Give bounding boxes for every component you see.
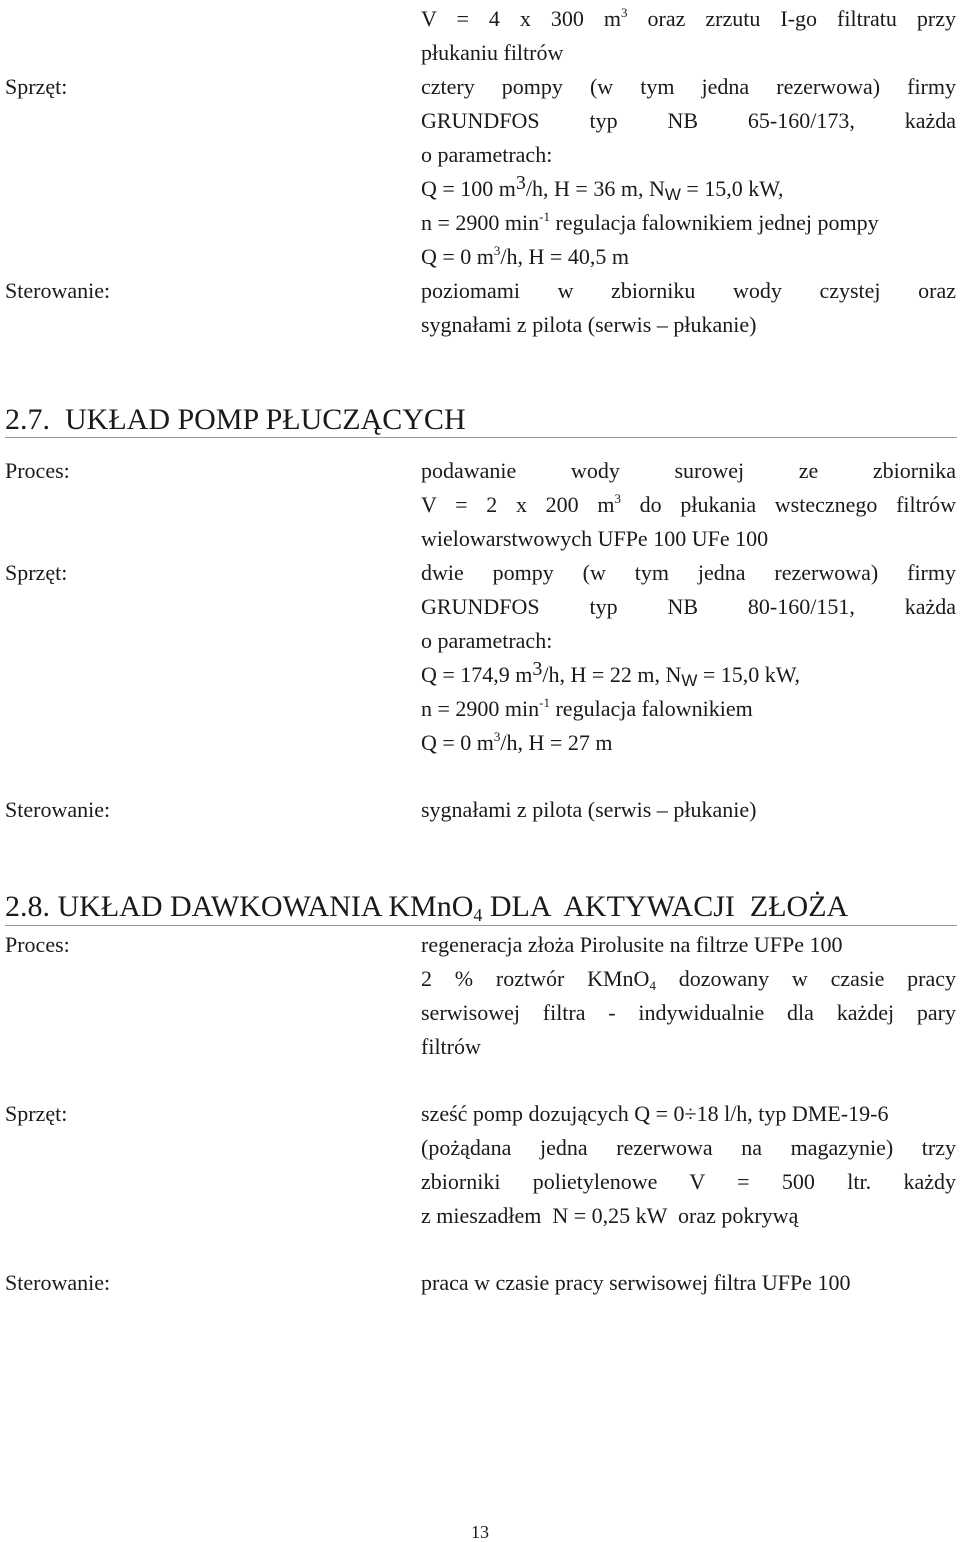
s1-flow-line: Q = 100 $m^3/h$, H = 36 m, $N_W = 15,0$ kW, bbox=[421, 172, 784, 204]
section-2-8-divider bbox=[5, 925, 957, 926]
s1-zero-flow-line: Q = 0 $m^3/h$, H = 40,5 m bbox=[421, 243, 629, 269]
s27-flow-line: Q = 174,9 $m^3/h$, H = 22 m, $N_W = 15,0$ kW, bbox=[421, 658, 801, 690]
s27-sprzet-line2: GRUNDFOS typ NB 80-160/151, każda bbox=[421, 594, 956, 619]
s28-sprzet-line3: zbiorniki polietylenowe V = 500 ltr. każdy bbox=[421, 1169, 956, 1194]
s28-proces-line2: 2 % roztwór KMnO$_4$ dozowany w czasie pracy bbox=[421, 966, 956, 993]
s27-proces-line2: V = 2 x 200 $m^3$ do płukania wstecznego filtrów bbox=[421, 491, 956, 517]
s1-rinse-line: płukaniu filtrów bbox=[421, 40, 564, 65]
s1-sprzet-line1: cztery pompy (w tym jedna rezerwowa) firmy bbox=[421, 74, 956, 99]
s27-sprzet-line3: o parametrach: bbox=[421, 628, 553, 653]
s27-zero-flow-line: Q = 0 $m^3/h$, H = 27 m bbox=[421, 729, 613, 755]
s27-sprzet-line1: dwie pompy (w tym jedna rezerwowa) firmy bbox=[421, 560, 956, 585]
s1-volume-line: V = 4 x 300 $m^3$ oraz zrzutu I-go filtratu przy bbox=[421, 5, 957, 31]
s1-sterowanie-label: Sterowanie: bbox=[5, 278, 111, 303]
section-2-8-heading: 2.8. UKŁAD DAWKOWANIA KMnO$_4$ DLA AKTYWACJI ZŁOŻA bbox=[5, 890, 849, 925]
section-2-7-heading: 2.7. UKŁAD POMP PŁUCZĄCYCH bbox=[5, 403, 466, 436]
s1-sprzet-line3: o parametrach: bbox=[421, 142, 553, 167]
page-number: 13 bbox=[471, 1522, 489, 1542]
s27-sterowanie-line1: sygnałami z pilota (serwis – płukanie) bbox=[421, 797, 757, 822]
s27-proces-label: Proces: bbox=[5, 458, 70, 483]
s27-speed-line: n = 2900 $\min^{-1}$ regulacja falownikiem bbox=[421, 695, 753, 721]
s1-sprzet-line2: GRUNDFOS typ NB 65-160/173, każda bbox=[421, 108, 956, 133]
s28-proces-line4: filtrów bbox=[421, 1034, 481, 1059]
s28-sterowanie-line1: praca w czasie pracy serwisowej filtra UFPe 100 bbox=[421, 1270, 851, 1295]
section-2-7-divider bbox=[5, 437, 957, 438]
s28-sprzet-line1: sześć pomp dozujących Q = 0÷18 l/h, typ DME-19-6 bbox=[421, 1101, 889, 1126]
s28-sprzet-line4: z mieszadłem N = 0,25 kW oraz pokrywą bbox=[421, 1203, 799, 1228]
s28-proces-line1: regeneracja złoża Pirolusite na filtrze UFPe 100 bbox=[421, 932, 843, 957]
s28-sprzet-label: Sprzęt: bbox=[5, 1101, 68, 1126]
s1-sprzet-label: Sprzęt: bbox=[5, 74, 68, 99]
s28-proces-line3: serwisowej filtra - indywidualnie dla każdej pary bbox=[421, 1000, 956, 1025]
s28-sprzet-line2: (pożądana jedna rezerwowa na magazynie) trzy bbox=[421, 1135, 956, 1160]
s27-sterowanie-label: Sterowanie: bbox=[5, 797, 111, 822]
s27-proces-line3: wielowarstwowych UFPe 100 UFe 100 bbox=[421, 526, 769, 551]
s1-speed-line: n = 2900 $\min^{-1}$ regulacja falownikiem jednej pompy bbox=[421, 209, 879, 235]
s28-proces-label: Proces: bbox=[5, 932, 70, 957]
s28-sterowanie-label: Sterowanie: bbox=[5, 1270, 111, 1295]
s27-sprzet-label: Sprzęt: bbox=[5, 560, 68, 585]
s1-sterowanie-line2: sygnałami z pilota (serwis – płukanie) bbox=[421, 312, 757, 337]
s27-proces-line1: podawanie wody surowej ze zbiornika bbox=[421, 458, 956, 483]
s1-sterowanie-line1: poziomami w zbiorniku wody czystej oraz bbox=[421, 278, 956, 303]
